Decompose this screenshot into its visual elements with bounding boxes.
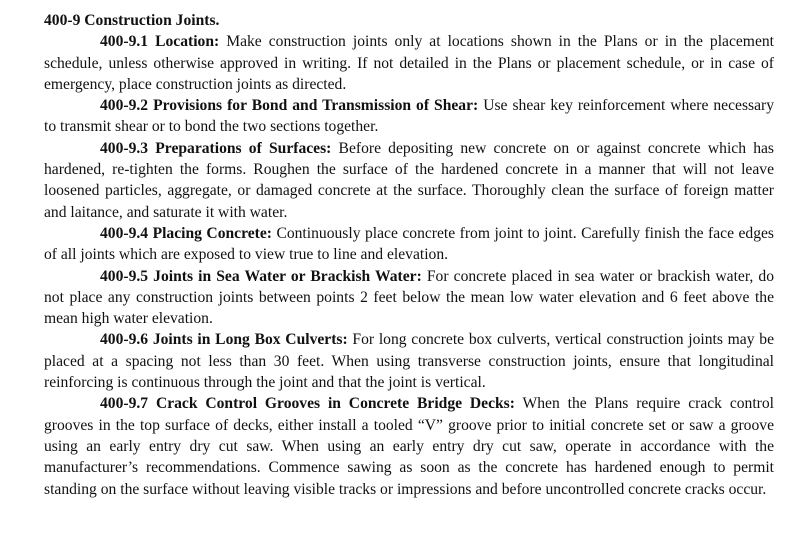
subsection-body: For long concrete box culverts, vertical construction joints may be placed at a spacing not less than 30 feet. When using transverse construction joints, ensure that longitudinal reinforcing is continuous through the joint and that the joint is vertical. [44,331,774,392]
subsection-sea-water [44,266,774,330]
subsection-heading: 400-9.3 Preparations of Surfaces: [100,139,332,157]
subsection-heading: 400-9.6 Joints in Long Box Culverts: [100,331,348,349]
subsection-body: Use shear key reinforcement where necessary to transmit shear or to bond the two sections together. [44,97,774,136]
subsection-surface-preparation [44,138,774,223]
document-page [44,10,774,500]
subsection-body: Continuously place concrete from joint to joint. Carefully finish the face edges of all joints which are exposed to view true to line and elevation. [44,224,774,264]
subsection-heading: 400-9.2 Provisions for Bond and Transmission of Shear: [100,97,479,115]
section-title: 400-9 Construction Joints. [44,12,220,29]
subsection-heading: 400-9.4 Placing Concrete: [100,224,272,242]
subsection-body: Before depositing new concrete on or against concrete which has hardened, re-tighten the forms. Roughen the surface of the hardened concrete in a manner that will not leave loosened particles, aggregate, or damaged concrete at the surface. Thoroughly clean the surface of foreign matter and laitance, and saturate it with water. [44,139,774,221]
subsection-location [44,31,774,95]
subsection-heading: 400-9.5 Joints in Sea Water or Brackish Water: [100,267,422,285]
subsection-heading: 400-9.1 Location: [100,33,220,51]
subsection-body: Make construction joints only at locations shown in the Plans or in the placement schedule, unless otherwise approved in writing. If not detailed in the Plans or placement schedule, or in case of emergency, place construction joints as directed. [44,33,774,93]
subsection-heading: 400-9.7 Crack Control Grooves in Concrete Bridge Decks: [100,395,515,413]
subsection-box-culverts [44,329,774,393]
subsection-bond-shear [44,95,774,138]
subsection-body: For concrete placed in sea water or brackish water, do not place any construction joints between points 2 feet below the mean low water elevation and 6 feet above the mean high water elevation. [44,267,774,328]
subsection-crack-control [44,393,774,499]
subsection-placing-concrete [44,223,774,266]
subsection-body: When the Plans require crack control grooves in the top surface of decks, either install a tooled “V” groove prior to initial concrete set or saw a groove using an early entry dry cut saw. When using an early entry dry cut saw, operate in accordance with the manufacturer’s recommendations. Commence sawing as soon as the concrete has hardened enough to permit standing on the surface without leaving visible tracks or impressions and before uncontrolled concrete cracks occur. [44,395,774,498]
